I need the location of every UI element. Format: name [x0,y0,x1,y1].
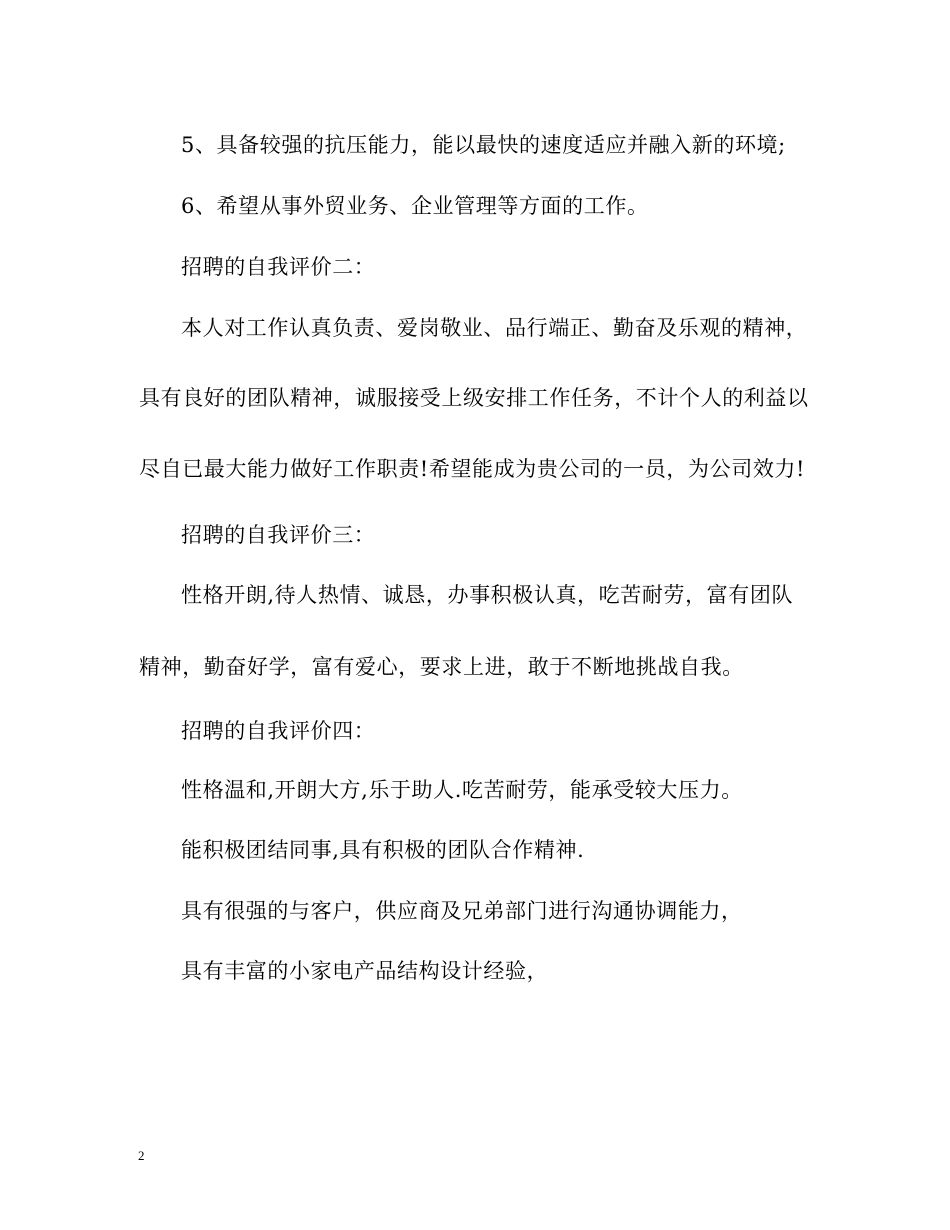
section-heading: 招聘的自我评价二： [181,255,376,279]
text-line: 本人对工作认真负责、爱岗敬业、品行端正、勤奋及乐观的精神， [181,316,808,340]
text-line: 精神，勤奋好学，富有爱心，要求上进，敢于不断地挑战自我。 [139,655,744,679]
section-heading: 招聘的自我评价三： [181,523,376,547]
text-line: 具有良好的团队精神，诚服接受上级安排工作任务，不计个人的利益以 [139,386,809,410]
text-line: 具有丰富的小家电产品结构设计经验， [181,959,549,983]
text-line: 6、希望从事外贸业务、企业管理等方面的工作。 [181,194,649,218]
section-heading: 招聘的自我评价四： [181,719,376,743]
text-line: 5、具备较强的抗压能力，能以最快的速度适应并融入新的环境; [181,133,786,157]
text-line: 性格温和,开朗大方,乐于助人.吃苦耐劳，能承受较大压力。 [181,778,743,802]
text-line: 性格开朗,待人热情、诚恳，办事积极认真，吃苦耐劳，富有团队 [181,583,794,607]
text-line: 能积极团结同事,具有积极的团队合作精神. [181,838,585,862]
text-line: 尽自已最大能力做好工作职责!希望能成为贵公司的一员，为公司效力! [139,457,806,481]
page-number: 2 [138,1148,145,1163]
text-line: 具有很强的与客户，供应商及兄弟部门进行沟通协调能力， [181,899,743,923]
